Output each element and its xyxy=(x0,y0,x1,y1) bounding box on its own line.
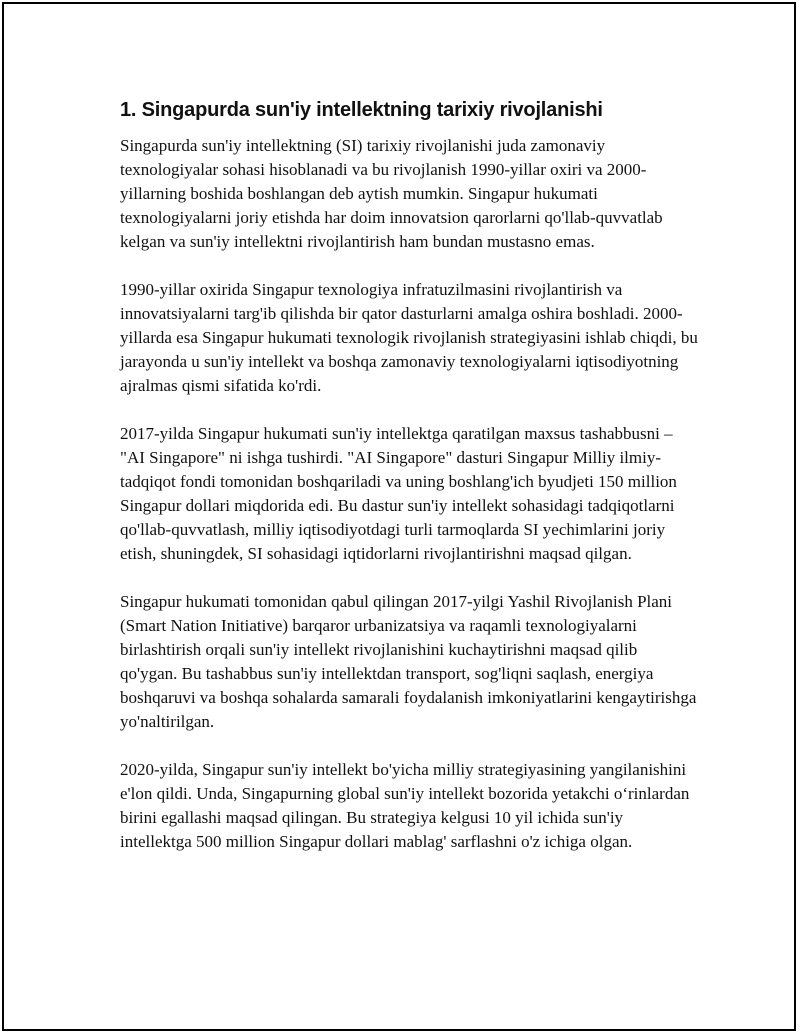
paragraph-2: 1990-yillar oxirida Singapur texnologiya infratuzilmasini rivojlantirish va innovatsiyalarni targ'ib qilishda bir qator dasturlarni amalga oshira boshladi. 2000-yillarda esa Singapur hukumati texnologik rivojlanish strategiyasini ishlab chiqdi, bu jarayonda u sun'iy intellekt va boshqa zamonaviy texnologiyalarni iqtisodiyotning ajralmas qismi sifatida ko'rdi. xyxy=(120,280,698,395)
document-content xyxy=(120,96,698,878)
document-page xyxy=(2,2,796,1031)
section-heading: 1. Singapurda sun'iy intellektning tarixiy rivojlanishi xyxy=(120,99,603,121)
paragraph-4: Singapur hukumati tomonidan qabul qilingan 2017-yilgi Yashil Rivojlanish Plani (Smart Nation Initiative) barqaror urbanizatsiya va raqamli texnologiyalarni birlashtirish orqali sun'iy intellekt rivojlanishini kuchaytirishni maqsad qilib qo'ygan. Bu tashabbus sun'iy intellektdan transport, sog'liqni saqlash, energiya boshqaruvi va boshqa sohalarda samarali foydalanish imkoniyatlarini kengaytirishga yo'naltirilgan. xyxy=(120,592,697,731)
paragraph-5: 2020-yilda, Singapur sun'iy intellekt bo'yicha milliy strategiyasining yangilanishini e'lon qildi. Unda, Singapurning global sun'iy intellekt bozorida yetakchi oʻrinlardan birini egallashi maqsad qilingan. Bu strategiya kelgusi 10 yil ichida sun'iy intellektga 500 million Singapur dollari mablag' sarflashni o'z ichiga olgan. xyxy=(120,760,690,851)
paragraph-1: Singapurda sun'iy intellektning (SI) tarixiy rivojlanishi juda zamonaviy texnologiyalar sohasi hisoblanadi va bu rivojlanish 1990-yillar oxiri va 2000-yillarning boshida boshlangan deb aytish mumkin. Singapur hukumati texnologiyalarni joriy etishda har doim innovatsion qarorlarni qo'llab-quvvatlab kelgan va sun'iy intellektni rivojlantirish ham bundan mustasno emas. xyxy=(120,136,663,251)
paragraph-3: 2017-yilda Singapur hukumati sun'iy intellektga qaratilgan maxsus tashabbusni – "AI Singapore" ni ishga tushirdi. "AI Singapore" dasturi Singapur Milliy ilmiy-tadqiqot fondi tomonidan boshqariladi va uning boshlang'ich byudjeti 150 million Singapur dollari miqdorida edi. Bu dastur sun'iy intellekt sohasidagi tadqiqotlarni qo'llab-quvvatlash, milliy iqtisodiyotdagi turli tarmoqlarda SI yechimlarini joriy etish, shuningdek, SI sohasidagi iqtidorlarni rivojlantirishni maqsad qilgan. xyxy=(120,424,677,563)
